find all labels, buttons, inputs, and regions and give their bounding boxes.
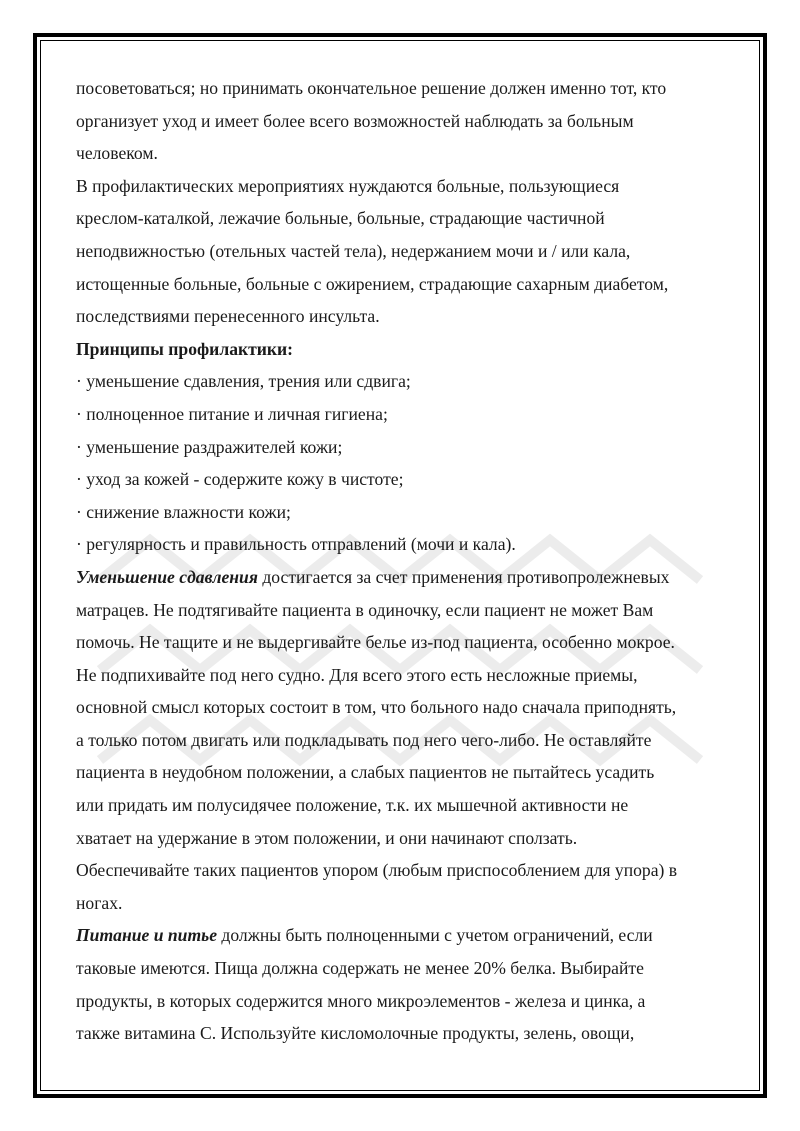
section-heading: Принципы профилактики: — [76, 338, 294, 359]
text-fragment: достигается за счет применения противопролежневых — [257, 566, 670, 587]
paragraph-lead: Питание и питье — [76, 925, 217, 946]
list-item: · регулярность и правильность отправлений (мочи и кала). — [76, 534, 516, 555]
text-line: а только потом двигать или подкладывать под него чего-либо. Не оставляйте — [76, 729, 652, 750]
text-line: человеком. — [76, 143, 158, 164]
list-item: · уменьшение сдавления, трения или сдвига; — [76, 371, 411, 392]
text-line: Обеспечивайте таких пациентов упором (любым приспособлением для упора) в — [76, 860, 678, 881]
text-line: Не подпихивайте под него судно. Для всего этого есть несложные приемы, — [76, 664, 638, 685]
text-line: хватает на удержание в этом положении, и они начинают сползать. — [76, 827, 578, 848]
list-item: · уменьшение раздражителей кожи; — [76, 436, 343, 457]
text-line: организует уход и имеет более всего возможностей наблюдать за больным — [76, 110, 634, 131]
text-line: помочь. Не тащите и не выдергивайте белье из-под пациента, особенно мокрое. — [76, 632, 675, 653]
text-line: посоветоваться; но принимать окончательное решение должен именно тот, кто — [76, 78, 667, 98]
text-line — [76, 919, 731, 952]
text-line: таковые имеются. Пища должна содержать не менее 20% белка. Выбирайте — [76, 958, 644, 979]
text-line: продукты, в которых содержится много микроэлементов - железа и цинка, а — [76, 990, 646, 1011]
text-line — [76, 561, 731, 594]
text-line: также витамина С. Используйте кисломолочные продукты, зелень, овощи, — [76, 1023, 635, 1044]
text-fragment: должны быть полноценными с учетом ограничений, если — [217, 925, 653, 946]
text-line: В профилактических мероприятиях нуждаются больные, пользующиеся — [76, 175, 620, 196]
document-body — [76, 72, 731, 1050]
text-line: неподвижностью (отельных частей тела), недержанием мочи и / или кала, — [76, 240, 631, 261]
text-line: креслом-каталкой, лежачие больные, больные, страдающие частичной — [76, 208, 605, 229]
text-line: матрацев. Не подтягивайте пациента в одиночку, если пациент не может Вам — [76, 599, 654, 620]
paragraph-lead: Уменьшение сдавления — [76, 566, 258, 587]
text-line: последствиями перенесенного инсульта. — [76, 306, 380, 327]
text-line: ногах. — [76, 892, 123, 913]
list-item: · полноценное питание и личная гигиена; — [76, 403, 388, 424]
text-line: истощенные больные, больные с ожирением, страдающие сахарным диабетом, — [76, 273, 669, 294]
list-item: · снижение влажности кожи; — [76, 501, 291, 522]
list-item: · уход за кожей - содержите кожу в чистоте; — [76, 469, 404, 490]
text-line: или придать им полусидячее положение, т.к. их мышечной активности не — [76, 795, 629, 816]
text-line: основной смысл которых состоит в том, что больного надо сначала приподнять, — [76, 697, 677, 718]
text-line: пациента в неудобном положении, а слабых пациентов не пытайтесь усадить — [76, 762, 655, 783]
